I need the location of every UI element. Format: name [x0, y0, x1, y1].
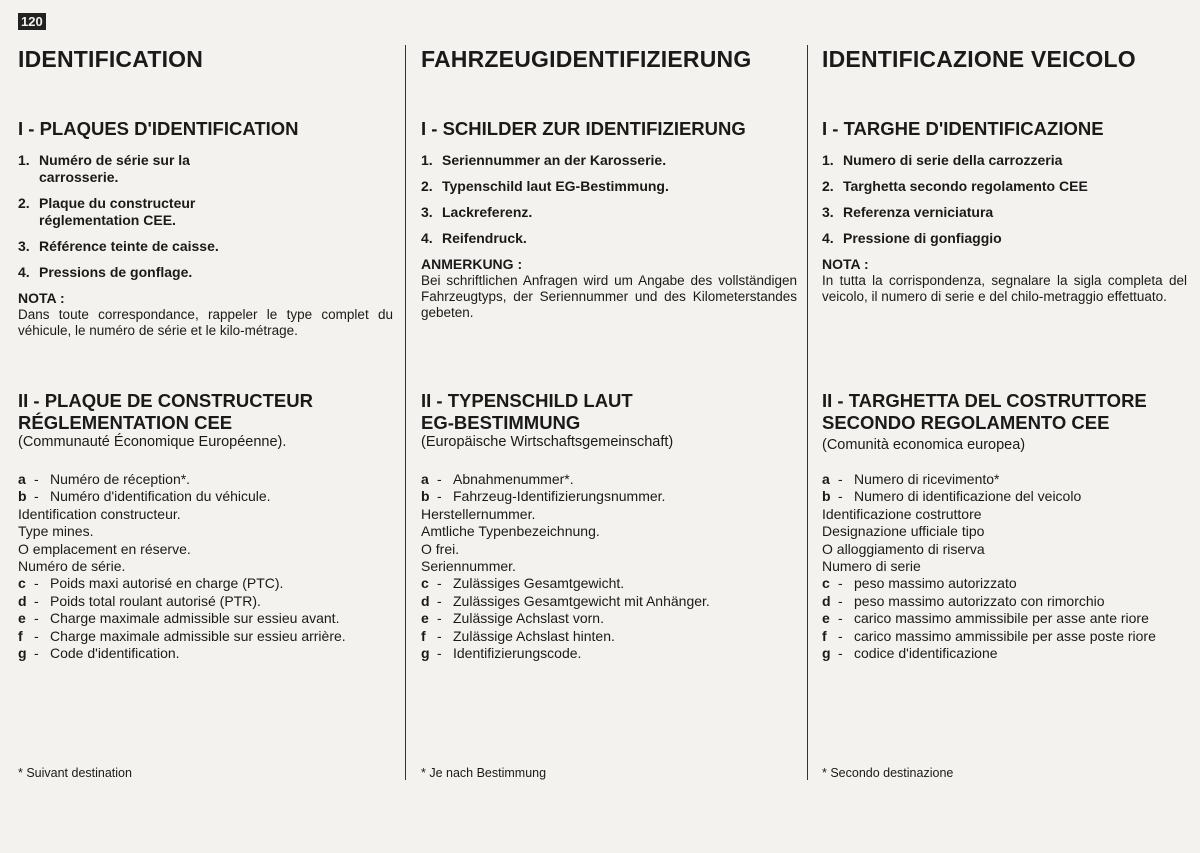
- heading-line: II - TYPENSCHILD LAUT: [421, 390, 633, 411]
- list-item: [822, 541, 1187, 558]
- list-item: [18, 488, 393, 505]
- list-item: [18, 593, 393, 610]
- item-letter: a: [18, 471, 26, 487]
- item-number: 1.: [822, 152, 834, 168]
- list-item: [421, 541, 797, 558]
- list-item: [421, 575, 797, 592]
- list-item: [18, 523, 393, 540]
- footnote: * Suivant destination: [18, 766, 132, 780]
- list-item: [421, 178, 797, 195]
- item-text: Targhetta secondo regolamento CEE: [843, 178, 1088, 194]
- item-dash: -: [838, 610, 843, 627]
- item-text: Zulässige Achslast hinten.: [453, 627, 615, 644]
- item-dash: -: [838, 592, 843, 609]
- item-letter: g: [18, 645, 27, 662]
- item-text: Zulässige Achslast vorn.: [453, 610, 604, 627]
- footnote: * Secondo destinazione: [822, 766, 954, 780]
- item-letter: e: [18, 610, 26, 627]
- item-text: Numero di serie: [822, 558, 921, 575]
- item-text: Pressions de gonflage.: [39, 264, 193, 280]
- list-item: [18, 152, 393, 186]
- list-item: [822, 471, 1187, 488]
- item-text: peso massimo autorizzato con rimorchio: [854, 592, 1105, 609]
- item-dash: -: [437, 645, 442, 662]
- column-italian: [822, 0, 1187, 853]
- item-number: 2.: [18, 195, 30, 211]
- item-number: 4.: [18, 264, 30, 280]
- list-item: [18, 610, 393, 627]
- note-label: NOTA :: [822, 256, 869, 272]
- item-text: peso massimo autorizzato: [854, 575, 1017, 592]
- list-item: [18, 506, 393, 523]
- item-text: Plaque du constructeur réglementation CEE.: [39, 195, 196, 228]
- item-dash: -: [34, 645, 39, 662]
- item-letter: g: [421, 645, 430, 662]
- item-dash: -: [34, 592, 39, 609]
- item-dash: -: [838, 471, 843, 487]
- footnote: * Je nach Bestimmung: [421, 766, 547, 780]
- item-number: 1.: [18, 152, 30, 168]
- column-german: [421, 0, 797, 853]
- item-text: Seriennummer an der Karosserie.: [442, 152, 667, 168]
- item-text: Zulässiges Gesamtgewicht.: [453, 575, 625, 592]
- item-text: Reifendruck.: [442, 230, 527, 246]
- item-text: Pressione di gonfiaggio: [843, 230, 1002, 246]
- list-item: [822, 152, 1187, 169]
- section-subtitle: (Comunità economica europea): [822, 437, 1026, 453]
- item-number: 3.: [822, 204, 834, 220]
- item-number: 3.: [421, 204, 433, 220]
- list-item: [822, 488, 1187, 505]
- item-letter: d: [18, 592, 27, 609]
- lettered-list: [822, 471, 1187, 662]
- list-item: [421, 152, 797, 169]
- column-title: FAHRZEUGIDENTIFIZIERUNG: [421, 46, 752, 72]
- list-item: [18, 628, 393, 645]
- item-letter: c: [421, 575, 429, 592]
- item-text: Amtliche Typenbezeichnung.: [421, 523, 600, 540]
- item-letter: c: [18, 575, 26, 592]
- item-number: 4.: [822, 230, 834, 246]
- item-text: Designazione ufficiale tipo: [822, 523, 985, 540]
- list-item: [18, 575, 393, 592]
- item-text: Typenschild laut EG-Bestimmung.: [442, 178, 669, 194]
- item-number: 3.: [18, 238, 30, 254]
- item-text: Abnahmenummer*.: [453, 471, 574, 487]
- lettered-list: [421, 471, 797, 662]
- column-title: IDENTIFICATION: [18, 46, 204, 72]
- item-dash: -: [437, 471, 442, 487]
- item-letter: e: [822, 610, 830, 627]
- list-item: [421, 628, 797, 645]
- section-subtitle: (Communauté Économique Européenne).: [18, 434, 287, 450]
- item-text: Numero di serie della carrozzeria: [843, 152, 1063, 168]
- item-letter: b: [822, 488, 831, 505]
- list-item: [421, 523, 797, 540]
- list-item: [421, 558, 797, 575]
- item-text: Numéro de série sur la carrosserie.: [39, 152, 190, 185]
- item-text: O alloggiamento di riserva: [822, 540, 985, 557]
- list-item: [421, 506, 797, 523]
- item-number: 2.: [822, 178, 834, 194]
- heading-line: SECONDO REGOLAMENTO CEE: [822, 412, 1110, 433]
- item-text: O emplacement en réserve.: [18, 540, 191, 557]
- item-letter: d: [822, 592, 831, 609]
- item-dash: -: [437, 488, 442, 505]
- column-title: IDENTIFICAZIONE VEICOLO: [822, 46, 1136, 72]
- item-dash: -: [34, 627, 39, 644]
- item-letter: e: [421, 610, 429, 627]
- section-heading: [18, 390, 313, 434]
- item-text: Référence teinte de caisse.: [39, 238, 219, 254]
- item-letter: f: [822, 627, 827, 644]
- column-divider: [405, 45, 406, 780]
- list-item: [822, 506, 1187, 523]
- page-number: 120: [18, 13, 46, 30]
- numbered-list: [822, 152, 1187, 305]
- column-french: [18, 0, 393, 853]
- item-letter: f: [421, 627, 426, 644]
- section-heading: I - SCHILDER ZUR IDENTIFIZIERUNG: [421, 118, 746, 139]
- list-item: [822, 610, 1187, 627]
- heading-line: RÉGLEMENTATION CEE: [18, 412, 233, 433]
- item-text: Numero di ricevimento*: [854, 471, 1000, 487]
- item-text: Referenza verniciatura: [843, 204, 994, 220]
- item-text: carico massimo ammissibile per asse ante riore: [854, 610, 1149, 627]
- item-text: Zulässiges Gesamtgewicht mit Anhänger.: [453, 592, 710, 609]
- list-item: [18, 238, 393, 255]
- list-item: [421, 610, 797, 627]
- item-dash: -: [34, 488, 39, 505]
- list-item: [421, 488, 797, 505]
- item-dash: -: [838, 488, 843, 505]
- list-item: [822, 204, 1187, 221]
- list-item: [421, 471, 797, 488]
- item-letter: a: [421, 471, 429, 487]
- item-text: Code d'identification.: [50, 645, 180, 662]
- item-text: Poids total roulant autorisé (PTR).: [50, 592, 261, 609]
- item-dash: -: [838, 627, 843, 644]
- heading-line: II - PLAQUE DE CONSTRUCTEUR: [18, 390, 313, 411]
- item-text: Charge maximale admissible sur essieu avant.: [50, 610, 340, 627]
- list-item: [18, 471, 393, 488]
- section-heading: I - PLAQUES D'IDENTIFICATION: [18, 118, 299, 139]
- item-text: Herstellernummer.: [421, 505, 536, 522]
- section-heading: [421, 390, 633, 434]
- item-text: Numero di identificazione del veicolo: [854, 488, 1082, 505]
- item-dash: -: [34, 575, 39, 592]
- heading-line: II - TARGHETTA DEL COSTRUTTORE: [822, 390, 1147, 411]
- note-text: Dans toute correspondance, rappeler le type complet du véhicule, le numéro de série et le kilo-métrage.: [18, 307, 393, 338]
- item-dash: -: [437, 610, 442, 627]
- item-letter: b: [421, 488, 430, 505]
- item-letter: a: [822, 471, 830, 487]
- list-item: [822, 178, 1187, 195]
- lettered-list: [18, 471, 393, 662]
- item-letter: b: [18, 488, 27, 505]
- list-item: [18, 541, 393, 558]
- item-text: Identification constructeur.: [18, 505, 181, 522]
- item-text: Identificazione costruttore: [822, 505, 982, 522]
- list-item: [421, 645, 797, 662]
- list-item: [822, 575, 1187, 592]
- numbered-list: [421, 152, 797, 321]
- section-heading: I - TARGHE D'IDENTIFICAZIONE: [822, 118, 1104, 139]
- note-label: NOTA :: [18, 290, 65, 306]
- list-item: [421, 230, 797, 247]
- item-text: Lackreferenz.: [442, 204, 533, 220]
- column-divider: [807, 45, 808, 780]
- item-letter: f: [18, 627, 23, 644]
- note-text: In tutta la corrispondenza, segnalare la sigla completa del veicolo, il numero di serie e del chilo-metraggio effettuato.: [822, 273, 1187, 304]
- list-item: [822, 645, 1187, 662]
- list-item: [822, 628, 1187, 645]
- heading-line: EG-BESTIMMUNG: [421, 412, 581, 433]
- item-dash: -: [437, 592, 442, 609]
- numbered-list: [18, 152, 393, 339]
- item-text: Poids maxi autorisé en charge (PTC).: [50, 575, 284, 592]
- item-text: Fahrzeug-Identifizierungsnummer.: [453, 488, 666, 505]
- item-dash: -: [34, 610, 39, 627]
- list-item: [421, 593, 797, 610]
- note-label: ANMERKUNG :: [421, 256, 523, 272]
- item-dash: -: [34, 471, 39, 487]
- list-item: [18, 195, 393, 229]
- section-subtitle: (Europäische Wirtschaftsgemeinschaft): [421, 434, 674, 450]
- item-text: Identifizierungscode.: [453, 645, 582, 662]
- item-number: 1.: [421, 152, 433, 168]
- item-dash: -: [437, 575, 442, 592]
- item-dash: -: [838, 645, 843, 662]
- list-item: [822, 593, 1187, 610]
- item-dash: -: [838, 575, 843, 592]
- list-item: [822, 230, 1187, 247]
- item-number: 2.: [421, 178, 433, 194]
- list-item: [421, 204, 797, 221]
- item-text: Seriennummer.: [421, 558, 516, 575]
- item-text: Charge maximale admissible sur essieu arrière.: [50, 627, 346, 644]
- item-letter: c: [822, 575, 830, 592]
- list-item: [822, 558, 1187, 575]
- list-item: [18, 264, 393, 281]
- list-item: [18, 558, 393, 575]
- item-text: Numéro d'identification du véhicule.: [50, 488, 271, 505]
- note-text: Bei schriftlichen Anfragen wird um Angabe des vollständigen Fahrzeugtyps, der Seriennummer und des Kilometerstandes gebeten.: [421, 273, 797, 320]
- item-letter: g: [822, 645, 831, 662]
- list-item: [822, 523, 1187, 540]
- item-number: 4.: [421, 230, 433, 246]
- section-heading: [822, 390, 1147, 434]
- item-text: Numéro de série.: [18, 558, 126, 575]
- item-text: Type mines.: [18, 523, 94, 540]
- item-letter: d: [421, 592, 430, 609]
- list-item: [18, 645, 393, 662]
- item-text: Numéro de réception*.: [50, 471, 191, 487]
- item-dash: -: [437, 627, 442, 644]
- item-text: codice d'identificazione: [854, 645, 998, 662]
- item-text: O frei.: [421, 540, 460, 557]
- item-text: carico massimo ammissibile per asse poste riore: [854, 627, 1156, 644]
